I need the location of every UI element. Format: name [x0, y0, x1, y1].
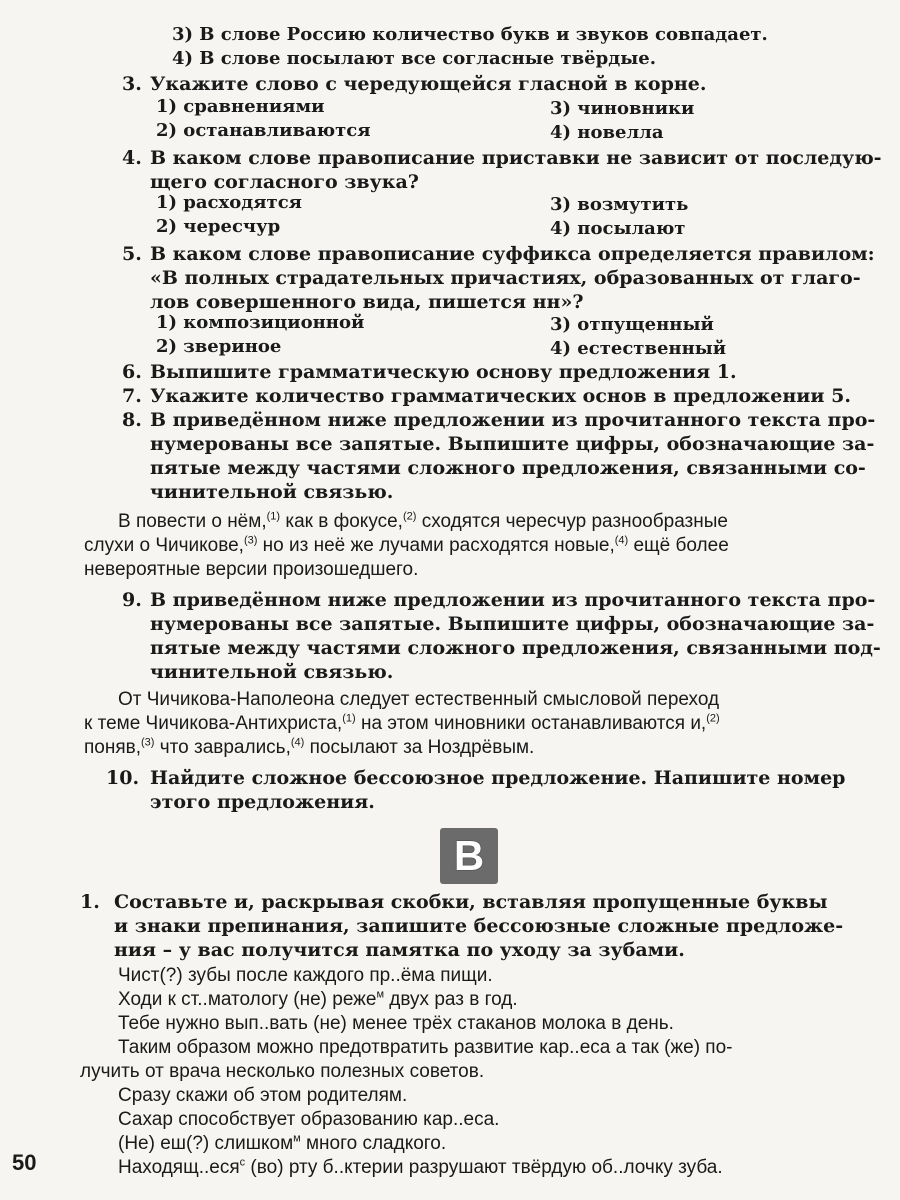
- memo-sentence-6: Сахар способствует образованию кар..еса.: [118, 1109, 500, 1130]
- sentence-8-line1: В повести о нём,$^{(1)}$ как в фокусе,$^{(2)}$ сходятся чересчур разнообразные: [118, 510, 728, 532]
- question-3-text: Укажите слово с чередующейся гласной в корне.: [150, 73, 707, 95]
- q5-option-3: 3) отпущенный: [550, 314, 714, 335]
- question-10-number: 10.: [106, 767, 140, 789]
- q5-option-2: 2) звериное: [156, 336, 282, 357]
- q4-option-1: 1) расходятся: [156, 192, 302, 213]
- question-10-line2: этого предложения.: [150, 791, 375, 813]
- task-b1-number: 1.: [80, 891, 100, 913]
- question-5-line1: В каком слове правописание суффикса определяется правилом:: [150, 243, 875, 265]
- q5-option-4: 4) естественный: [550, 338, 727, 359]
- q5-option-1: 1) композиционной: [156, 312, 365, 333]
- question-8-line1: В приведённом ниже предложении из прочитанного текста про-: [150, 409, 876, 431]
- memo-sentence-4-line2: лучить от врача несколько полезных советов.: [80, 1061, 485, 1082]
- memo-sentence-1: Чист(?) зубы после каждого пр..ёма пищи.: [118, 965, 493, 986]
- question-5-line3: лов совершенного вида, пишется нн»?: [150, 291, 584, 313]
- question-4-line2: щего согласного звука?: [150, 171, 419, 193]
- sentence-8-line3: невероятные версии произошедшего.: [84, 559, 419, 580]
- prev-option-4: 4) В слове посылают все согласные твёрдые.: [172, 48, 656, 69]
- question-9-line2: нумерованы все запятые. Выпишите цифры, обозначающие за-: [150, 613, 875, 635]
- sentence-9-line3: поняв,$^{(3)}$ что заврались,$^{(4)}$ посылают за Ноздрёвым.: [84, 736, 535, 758]
- memo-sentence-3: Тебе нужно вып..вать (не) менее трёх стаканов молока в день.: [118, 1013, 674, 1034]
- memo-sentence-2: Ходи к ст..матологу (не) реже$^м$ двух раз в год.: [118, 988, 518, 1010]
- question-9-line1: В приведённом ниже предложении из прочитанного текста про-: [150, 589, 876, 611]
- sentence-8-line2: слухи о Чичикове,$^{(3)}$ но из неё же лучами расходятся новые,$^{(4)}$ ещё более: [84, 534, 729, 556]
- question-8-line4: чинительной связью.: [150, 481, 394, 503]
- question-3-number: 3.: [122, 73, 142, 95]
- question-9-line3: пятые между частями сложного предложения, связанными под-: [150, 637, 881, 659]
- question-7-number: 7.: [122, 385, 142, 407]
- question-6-text: Выпишите грамматическую основу предложения 1.: [150, 361, 737, 383]
- task-b1-line2: и знаки препинания, запишите бессоюзные сложные предложе-: [114, 915, 844, 937]
- q4-option-2: 2) чересчур: [156, 216, 281, 237]
- q4-option-3: 3) возмутить: [550, 194, 689, 215]
- task-b1-line3: ния – у вас получится памятка по уходу за зубами.: [114, 939, 685, 961]
- memo-sentence-8: Находящ..еся$^с$ (во) рту б..ктерии разрушают твёрдую об..лочку зуба.: [118, 1156, 723, 1178]
- question-8-line2: нумерованы все запятые. Выпишите цифры, обозначающие за-: [150, 433, 875, 455]
- q4-option-4: 4) посылают: [550, 218, 686, 239]
- sentence-9-line2: к теме Чичикова-Антихриста,$^{(1)}$ на этом чиновники останавливаются и,$^{(2)}$: [84, 712, 720, 734]
- question-8-number: 8.: [122, 409, 142, 431]
- q3-option-2: 2) останавливаются: [156, 120, 371, 141]
- question-4-line1: В каком слове правописание приставки не зависит от последую-: [150, 147, 882, 169]
- section-b-badge: В: [440, 828, 498, 884]
- question-6-number: 6.: [122, 361, 142, 383]
- memo-sentence-4-line1: Таким образом можно предотвратить развитие кар..еса а так (же) по-: [118, 1037, 733, 1058]
- prev-option-3: 3) В слове Россию количество букв и звуков совпадает.: [172, 24, 768, 45]
- question-5-number: 5.: [122, 243, 142, 265]
- page-number: 50: [12, 1150, 37, 1175]
- memo-sentence-5: Сразу скажи об этом родителям.: [118, 1085, 408, 1106]
- q3-option-1: 1) сравнениями: [156, 96, 325, 117]
- q3-option-3: 3) чиновники: [550, 98, 695, 119]
- question-10-line1: Найдите сложное бессоюзное предложение. Напишите номер: [150, 767, 846, 789]
- question-4-number: 4.: [122, 147, 142, 169]
- sentence-9-line1: От Чичикова-Наполеона следует естественный смысловой переход: [118, 689, 720, 710]
- question-8-line3: пятые между частями сложного предложения, связанными со-: [150, 457, 866, 479]
- q3-option-4: 4) новелла: [550, 122, 664, 143]
- question-7-text: Укажите количество грамматических основ в предложении 5.: [150, 385, 851, 407]
- question-9-line4: чинительной связью.: [150, 661, 394, 683]
- question-9-number: 9.: [122, 589, 142, 611]
- question-5-line2: «В полных страдательных причастиях, образованных от глаго-: [150, 267, 861, 289]
- task-b1-line1: Составьте и, раскрывая скобки, вставляя пропущенные буквы: [114, 891, 828, 913]
- memo-sentence-7: (Не) еш(?) слишком$^м$ много сладкого.: [118, 1132, 447, 1154]
